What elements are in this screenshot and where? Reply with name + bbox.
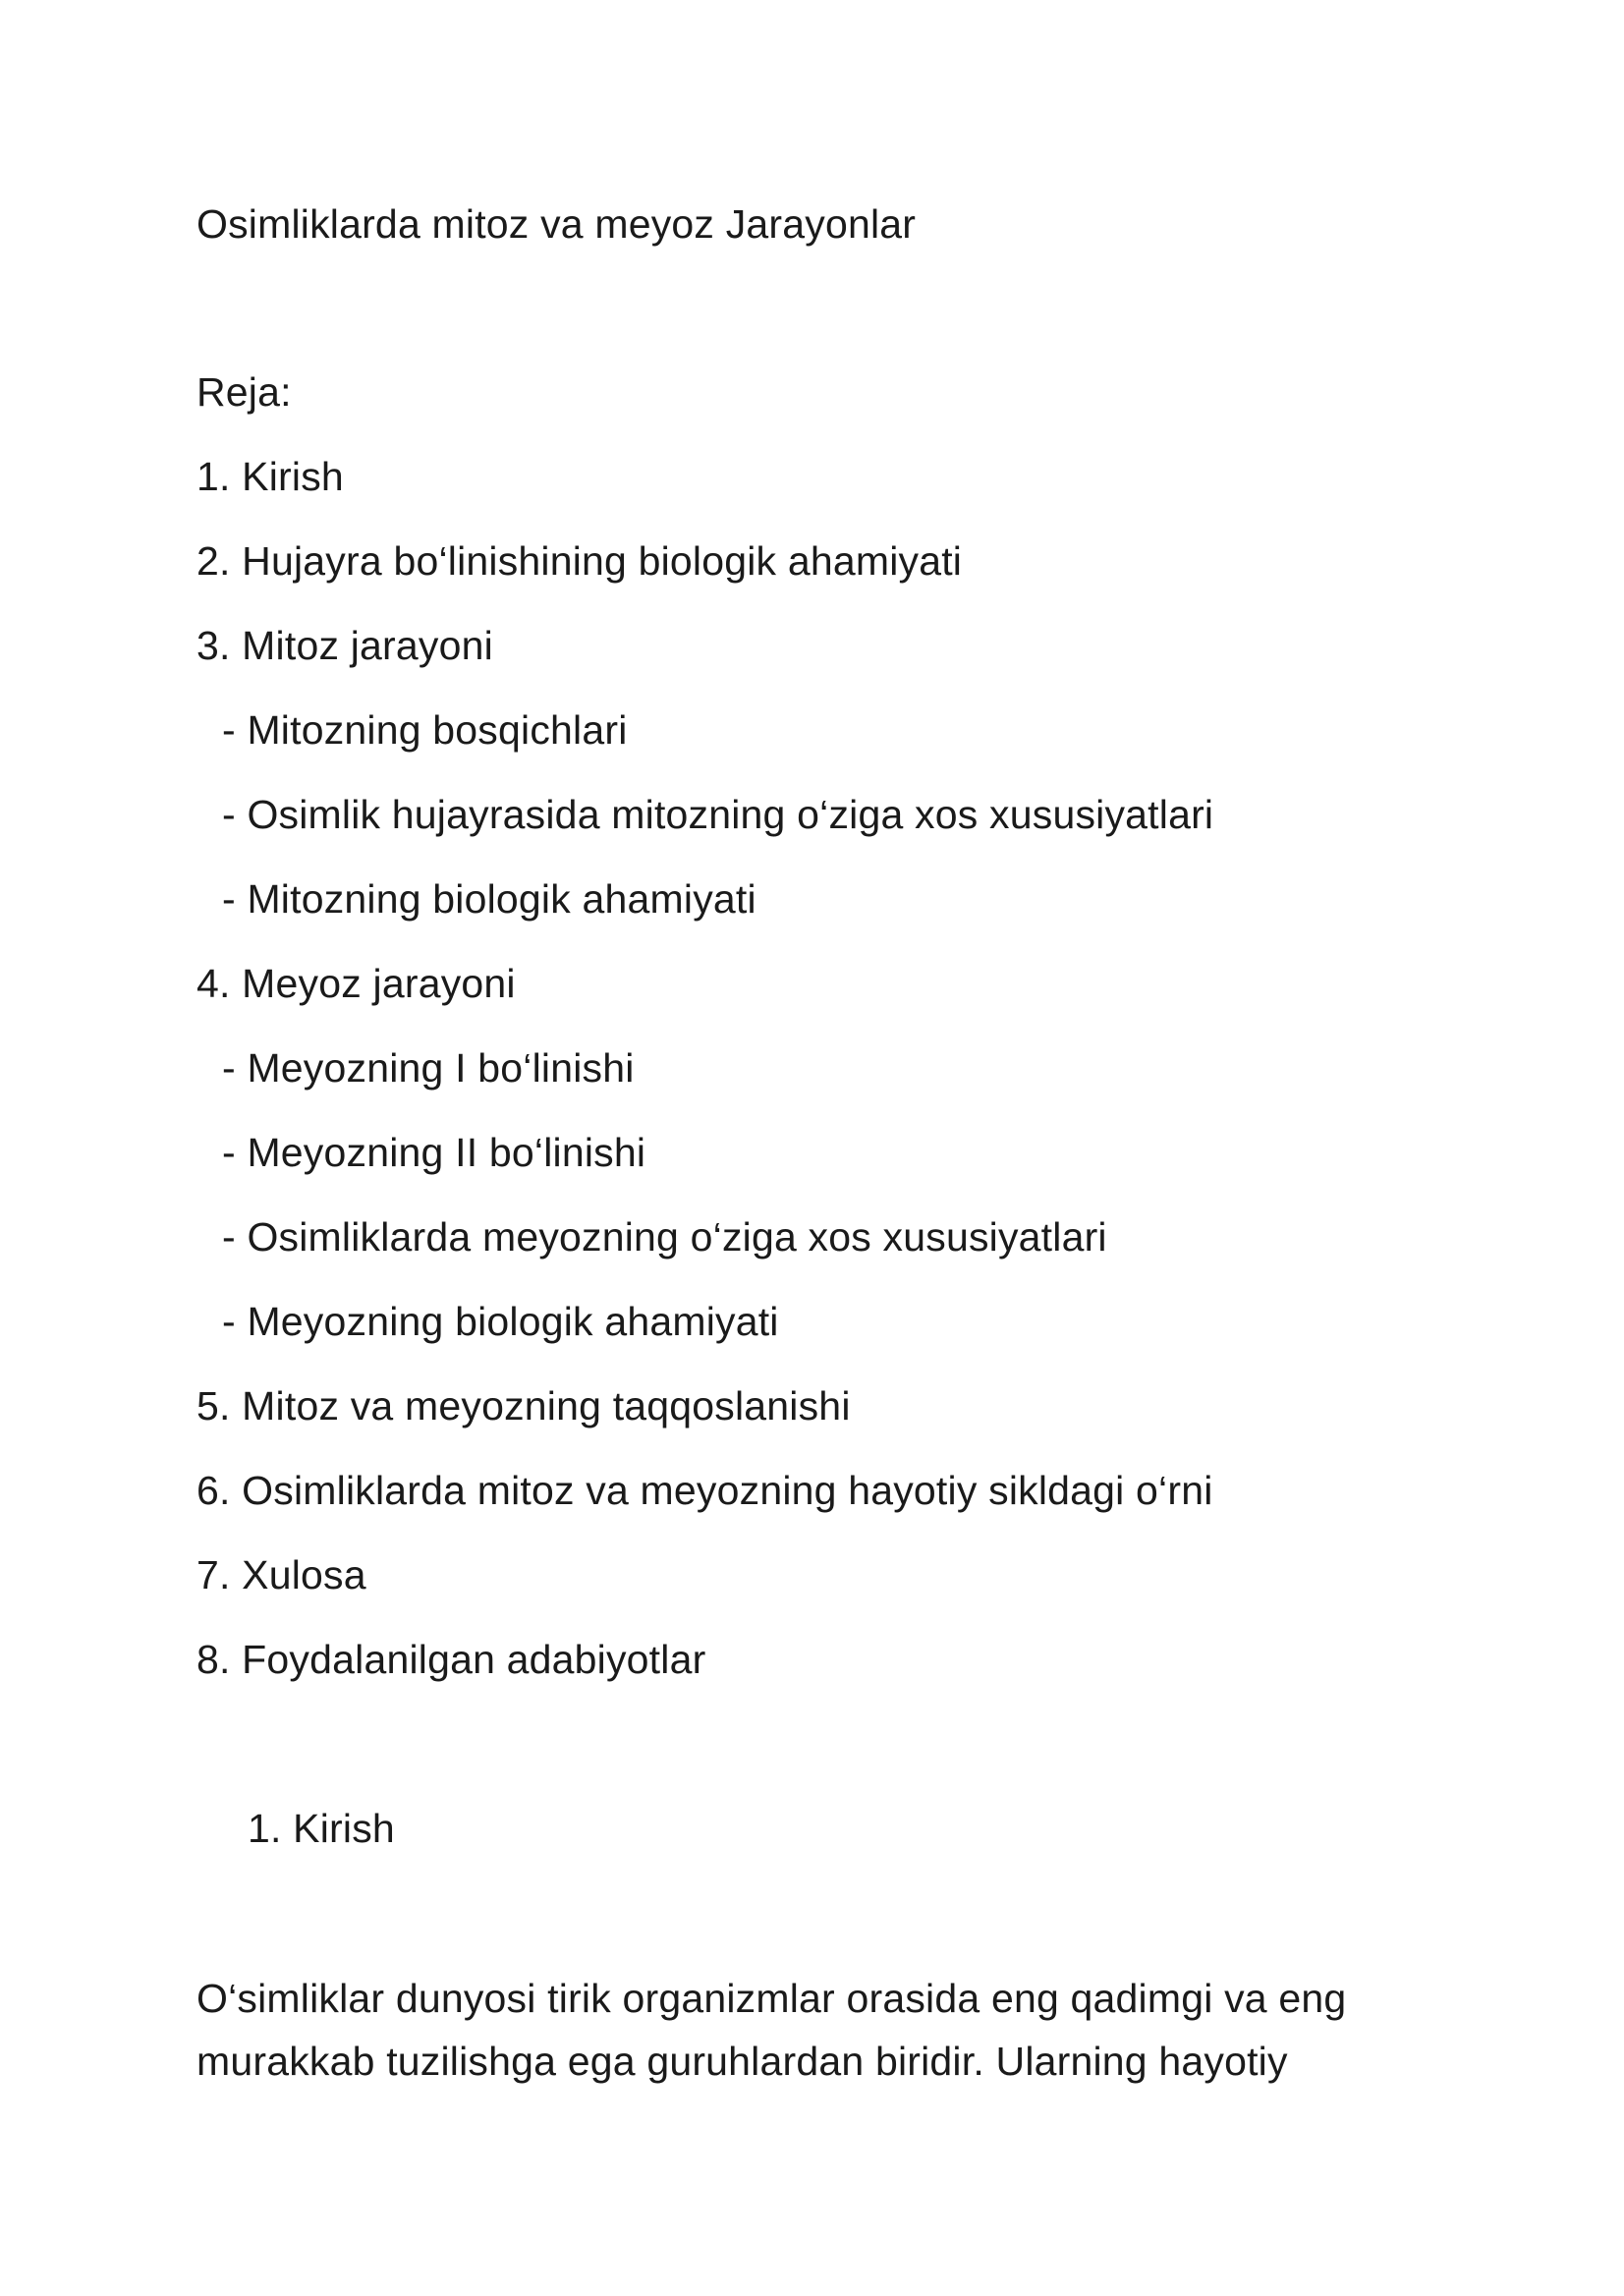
plan-item: 5. Mitoz va meyozning taqqoslanishi: [196, 1383, 851, 1428]
plan-subitem: - Mitozning bosqichlari: [222, 707, 628, 753]
plan-subitem: - Osimlik hujayrasida mitozning o‘ziga xos xususiyatlari: [222, 792, 1214, 837]
plan-label: Reja:: [196, 369, 292, 415]
plan-item: 6. Osimliklarda mitoz va meyozning hayotiy sikldagi o‘rni: [196, 1468, 1213, 1513]
plan-item: 2. Hujayra bo‘linishining biologik ahamiyati: [196, 538, 963, 584]
plan-item: 3. Mitoz jarayoni: [196, 623, 493, 668]
section-heading: 1. Kirish: [248, 1806, 395, 1851]
plan-subitem: - Meyozning II bo‘linishi: [222, 1130, 646, 1175]
plan-item: 4. Meyoz jarayoni: [196, 961, 516, 1006]
plan-subitem: - Meyozning biologik ahamiyati: [222, 1299, 779, 1344]
plan-subitem: - Osimliklarda meyozning o‘ziga xos xususiyatlari: [222, 1214, 1107, 1260]
plan-item: 8. Foydalanilgan adabiyotlar: [196, 1637, 706, 1682]
plan-item: 1. Kirish: [196, 454, 344, 499]
plan-item: 7. Xulosa: [196, 1552, 366, 1597]
document-title: Osimliklarda mitoz va meyoz Jarayonlar: [196, 201, 917, 247]
plan-subitem: - Meyozning I bo‘linishi: [222, 1045, 635, 1091]
body-paragraph: O‘simliklar dunyosi tirik organizmlar orasida eng qadimgi va eng murakkab tuzilishga ega guruhlardan biridir. Ularning hayotiy: [196, 1976, 1347, 2084]
plan-subitem: - Mitozning biologik ahamiyati: [222, 876, 756, 922]
